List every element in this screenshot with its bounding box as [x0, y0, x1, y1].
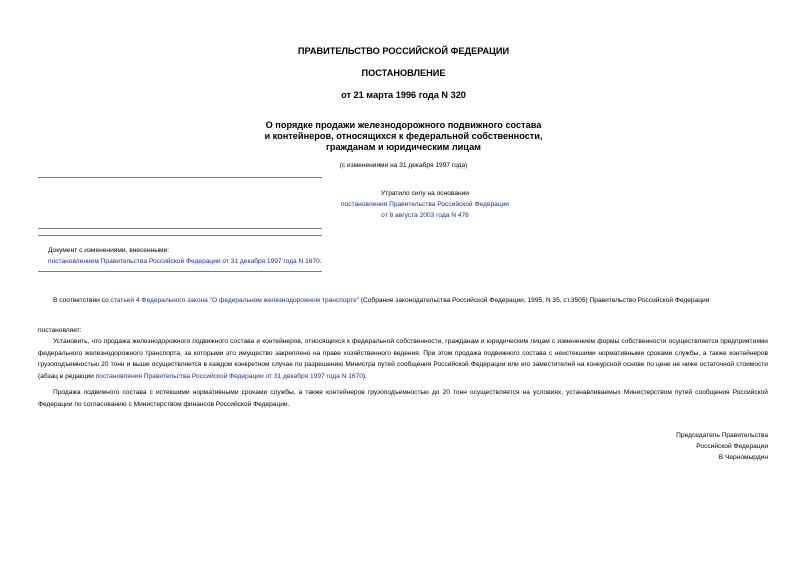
divider: [38, 228, 322, 229]
title-line-2: и контейнеров, относящихся к федеральной собственности,: [264, 131, 543, 141]
changes-end: .: [319, 258, 322, 265]
divider: [38, 271, 322, 272]
signature-country: Российской Федерации: [696, 443, 768, 450]
government-heading: ПРАВИТЕЛЬСТВО РОССИЙСКОЙ ФЕДЕРАЦИИ: [297, 46, 510, 56]
paragraph-1-text-a: В соответствии со: [53, 297, 111, 304]
amendment-link[interactable]: постановления Правительства Российской Федерации от 31 декабря 1997 года N 1670: [95, 372, 363, 380]
decides-label: постановляет:: [38, 327, 82, 334]
paragraph-3: Продажа подвижного состава с истекшими нормативными сроками службы, а также контейнеров грузоподъемностью до 20 тонн осуществляется на условиях, устанавливаемых Министерством путей сообщения Российской Федерации по согласованию с Министерством финансов Российской Федерации.: [38, 389, 768, 408]
amendment-note: (с изменениями на 31 декабря 1997 года): [339, 162, 468, 169]
divider: [38, 177, 322, 178]
paragraph-2-text-b: ).: [362, 372, 367, 380]
changes-intro: Документ с изменениями, внесенными:: [48, 247, 170, 254]
paragraph-1: [38, 295, 768, 307]
signature-name: В.Черномырдин: [718, 454, 768, 461]
signature-block: [568, 430, 768, 463]
paragraph-2: [38, 336, 768, 382]
lost-force-block: [300, 188, 550, 221]
document-date-number: от 21 марта 1996 года N 320: [341, 90, 466, 100]
changes-link[interactable]: постановлением Правительства Российской Федерации от 31 декабря 1997 года N 1670: [48, 258, 320, 265]
document-title: [0, 120, 807, 153]
title-line-1: О порядке продажи железнодорожного подвижного состава: [265, 120, 542, 130]
document-type: ПОСТАНОВЛЕНИЕ: [361, 68, 446, 78]
law-article-link[interactable]: статьей 4 Федерального закона "О федеральном железнодорожном транспорте": [110, 297, 359, 304]
title-line-3: гражданам и юридическим лицам: [326, 142, 481, 152]
lost-force-link-1[interactable]: постановления Правительства Российской Федерации: [341, 201, 509, 208]
paragraph-1-text-b: (Собрание законодательства Российской Федерации, 1995, N 35, ст.3505) Правительство Российской Федерации: [358, 297, 710, 304]
paragraph-2-text-a: Установить, что продажа железнодорожного подвижного состава и контейнеров, относящихся к федеральной собственности, гражданам и юридическим лицам с изменением формы собственности осуществляется предприятиями федерального железнодорожного транспорта, за которыми это имущество закреплено на праве хозяйственного ведения. При этом продажа подвижного состава с неистекшими нормативными сроками службы, а также контейнеров грузоподъемностью 20 тонн и выше осуществляется в каждом конкретном случае по разрешению Министра путей сообщения Российской Федерации или его заместителей на конкурсной основе по цене не ниже остаточной стоимости (абзац в редакции: [38, 338, 768, 380]
lost-force-text: Утратило силу на основании: [381, 190, 469, 197]
changes-block: [48, 245, 322, 267]
lost-force-link-2[interactable]: от 8 августа 2003 года N 476: [381, 212, 469, 219]
signature-position: Председатель Правительства: [676, 432, 768, 439]
divider: [38, 235, 322, 236]
